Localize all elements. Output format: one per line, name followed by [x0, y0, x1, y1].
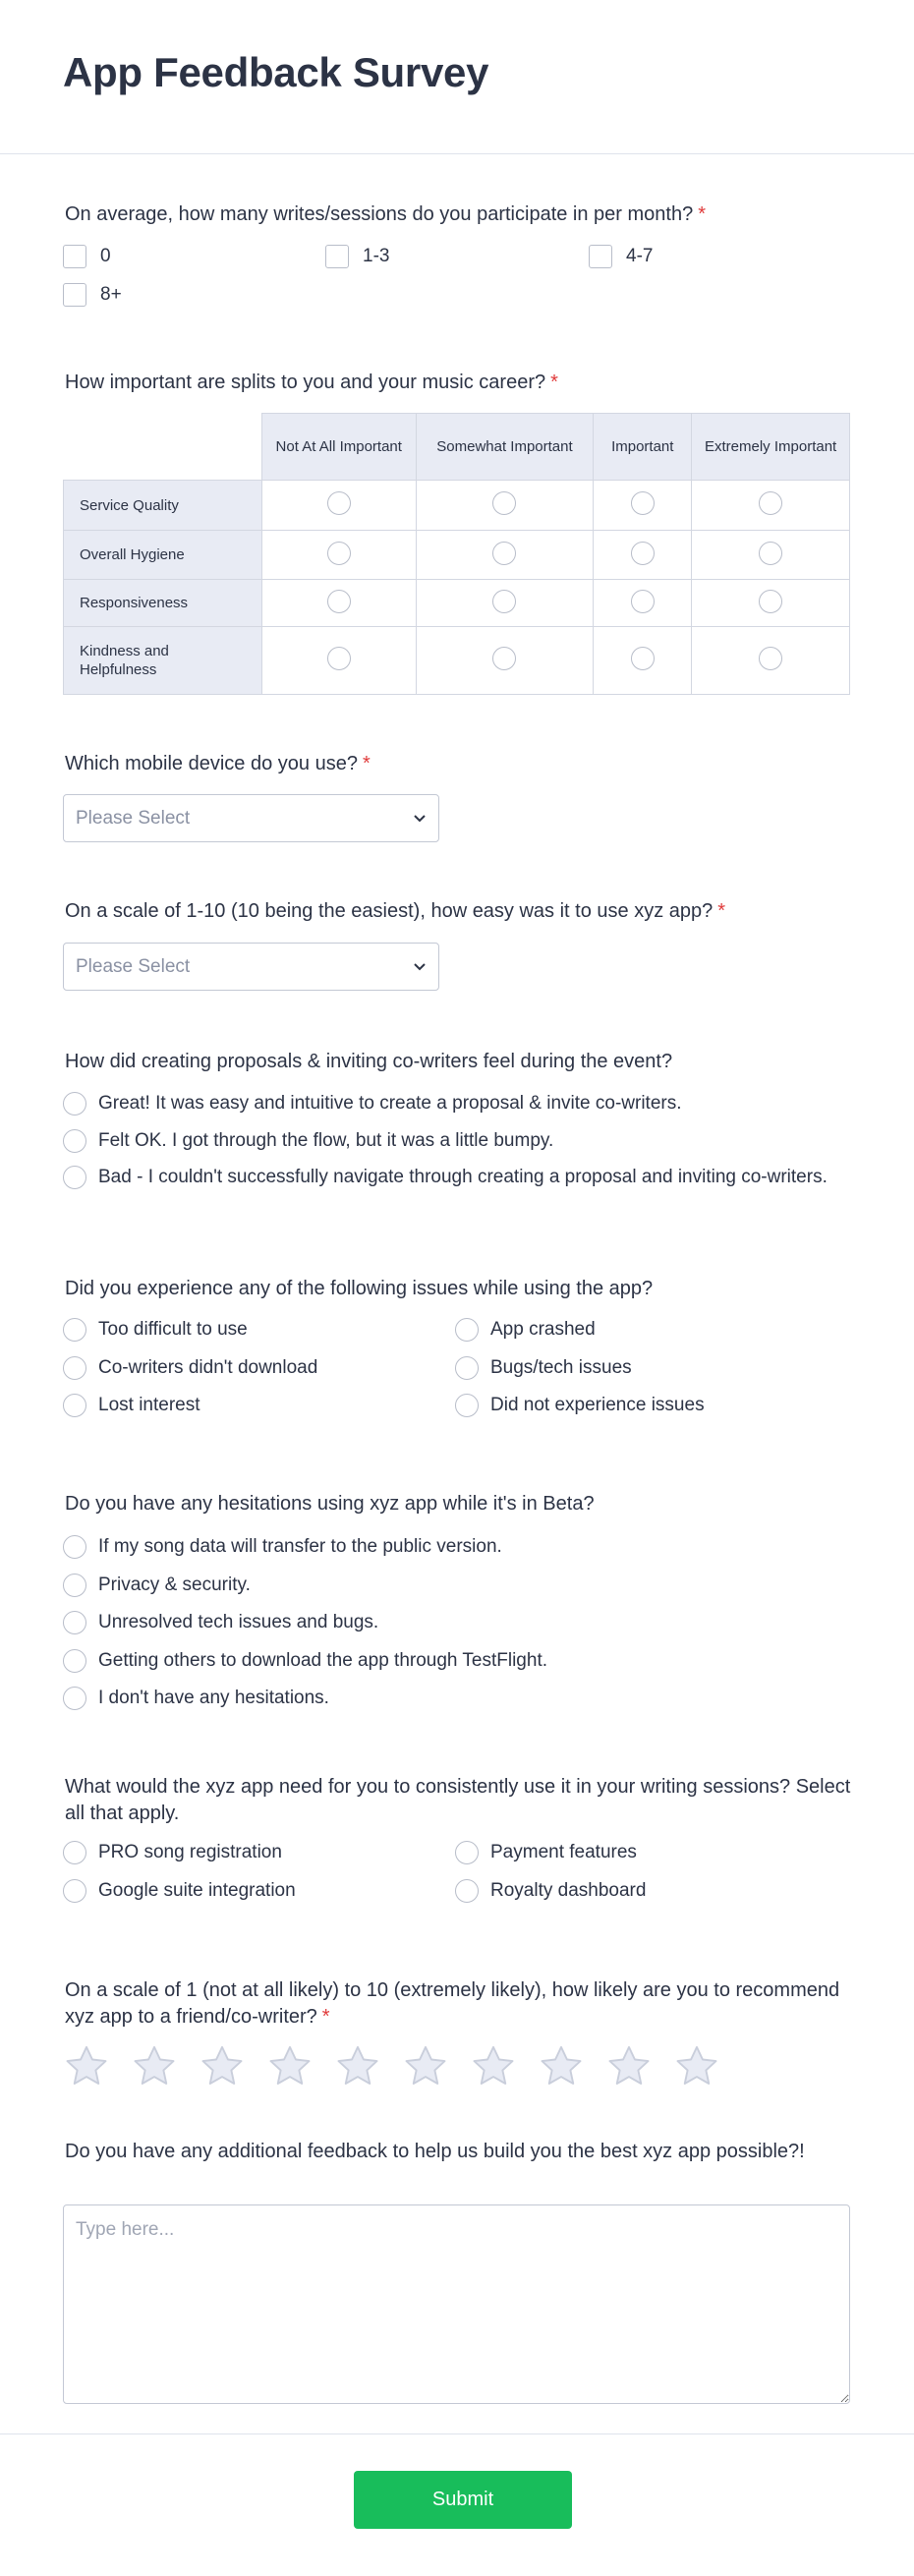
checkbox[interactable]	[63, 245, 86, 268]
option-label: 0	[100, 246, 111, 266]
q6-option[interactable]	[63, 1318, 248, 1342]
q6-label: Did you experience any of the following issues while using the app?	[65, 1278, 654, 1299]
radio[interactable]	[455, 1394, 479, 1417]
page-title: App Feedback Survey	[63, 49, 489, 95]
option-label: Did not experience issues	[490, 1395, 705, 1415]
submit-button[interactable]: Submit	[354, 2471, 572, 2529]
q1-option-8-plus[interactable]	[63, 283, 122, 307]
star-icon[interactable]	[470, 2044, 517, 2088]
matrix-table	[63, 413, 850, 695]
star-icon[interactable]	[538, 2044, 585, 2088]
radio[interactable]	[63, 1841, 86, 1864]
radio[interactable]	[63, 1166, 86, 1189]
q1-option-0[interactable]	[63, 245, 111, 268]
ease-select[interactable]	[63, 943, 439, 991]
q1-option-1-3[interactable]	[325, 245, 389, 268]
radio[interactable]	[63, 1535, 86, 1559]
matrix-row	[64, 580, 850, 627]
required-mark: *	[321, 2006, 330, 2028]
matrix-column-header: Important	[594, 414, 692, 481]
star-icon[interactable]	[199, 2044, 246, 2088]
radio[interactable]	[327, 491, 351, 515]
star-icon[interactable]	[131, 2044, 178, 2088]
matrix-row-label: Kindness and Helpfulness	[64, 627, 262, 695]
q5-option[interactable]	[63, 1129, 553, 1153]
matrix-row-label: Overall Hygiene	[64, 531, 262, 580]
option-label: Privacy & security.	[98, 1574, 251, 1595]
checkbox[interactable]	[63, 283, 86, 307]
radio[interactable]	[455, 1879, 479, 1903]
radio[interactable]	[63, 1129, 86, 1153]
q8-option[interactable]	[63, 1841, 282, 1864]
option-label: Google suite integration	[98, 1880, 296, 1901]
q9-label	[65, 1977, 851, 2031]
q6-option[interactable]	[455, 1394, 705, 1417]
radio[interactable]	[759, 647, 782, 670]
matrix-column-header: Not At All Important	[261, 414, 416, 481]
select-placeholder: Please Select	[76, 955, 191, 977]
matrix-row	[64, 627, 850, 695]
radio[interactable]	[631, 542, 655, 565]
radio[interactable]	[327, 590, 351, 613]
q4-text: On a scale of 1-10 (10 being the easiest), how easy was it to use xyz app?	[65, 900, 714, 922]
star-icon[interactable]	[673, 2044, 720, 2088]
radio[interactable]	[492, 542, 516, 565]
feedback-textarea[interactable]	[63, 2204, 850, 2404]
required-mark: *	[362, 753, 371, 774]
q7-option[interactable]	[63, 1649, 547, 1673]
option-label: Payment features	[490, 1842, 637, 1862]
radio[interactable]	[327, 542, 351, 565]
checkbox[interactable]	[325, 245, 349, 268]
q8-option[interactable]	[455, 1879, 646, 1903]
option-label: Felt OK. I got through the flow, but it was a little bumpy.	[98, 1130, 554, 1151]
radio[interactable]	[455, 1356, 479, 1380]
star-icon[interactable]	[402, 2044, 449, 2088]
star-icon[interactable]	[266, 2044, 314, 2088]
radio[interactable]	[63, 1394, 86, 1417]
q7-option[interactable]	[63, 1574, 251, 1597]
option-label: 4-7	[626, 246, 654, 266]
radio[interactable]	[492, 590, 516, 613]
q9-text: On a scale of 1 (not at all likely) to 10 (extremely likely), how likely are you to recommend xyz app to a friend/co-writer?	[65, 1979, 840, 2028]
footer-divider	[0, 2433, 914, 2434]
q1-option-4-7[interactable]	[589, 245, 653, 268]
radio[interactable]	[63, 1611, 86, 1634]
chevron-down-icon	[413, 962, 427, 971]
radio[interactable]	[759, 491, 782, 515]
option-label: Lost interest	[98, 1395, 200, 1415]
option-label: Unresolved tech issues and bugs.	[98, 1612, 379, 1632]
star-rating	[63, 2044, 720, 2088]
option-label: Bad - I couldn't successfully navigate through creating a proposal and inviting co-writers.	[98, 1167, 828, 1187]
q2-label	[65, 370, 851, 396]
matrix-row-label: Service Quality	[64, 481, 262, 531]
star-icon[interactable]	[63, 2044, 110, 2088]
q2-text: How important are splits to you and your music career?	[65, 372, 546, 393]
option-label: Too difficult to use	[98, 1319, 248, 1340]
radio[interactable]	[63, 1687, 86, 1710]
option-label: Bugs/tech issues	[490, 1357, 632, 1378]
option-label: App crashed	[490, 1319, 596, 1340]
matrix-corner	[64, 414, 262, 481]
q5-option[interactable]	[63, 1092, 682, 1116]
matrix-row	[64, 531, 850, 580]
option-label: I don't have any hesitations.	[98, 1688, 329, 1708]
q7-option[interactable]	[63, 1535, 502, 1559]
radio[interactable]	[759, 542, 782, 565]
radio[interactable]	[455, 1841, 479, 1864]
radio[interactable]	[631, 590, 655, 613]
checkbox[interactable]	[589, 245, 612, 268]
radio[interactable]	[327, 647, 351, 670]
radio[interactable]	[63, 1649, 86, 1673]
radio[interactable]	[492, 647, 516, 670]
option-label: Co-writers didn't download	[98, 1357, 318, 1378]
q4-label	[65, 898, 851, 925]
radio[interactable]	[63, 1092, 86, 1116]
q5-label: How did creating proposals & inviting co-writers feel during the event?	[65, 1051, 673, 1072]
q10-label: Do you have any additional feedback to help us build you the best xyz app possible?!	[65, 2141, 805, 2162]
option-label: PRO song registration	[98, 1842, 282, 1862]
radio[interactable]	[455, 1318, 479, 1342]
q7-label: Do you have any hesitations using xyz app while it's in Beta?	[65, 1493, 595, 1515]
q6-option[interactable]	[63, 1356, 317, 1380]
q6-option[interactable]	[455, 1318, 596, 1342]
q8-option[interactable]	[63, 1879, 296, 1903]
radio[interactable]	[631, 647, 655, 670]
device-select[interactable]	[63, 794, 439, 842]
required-mark: *	[550, 372, 558, 393]
matrix-row-label: Responsiveness	[64, 580, 262, 627]
q3-label	[65, 751, 851, 777]
option-label: 1-3	[363, 246, 390, 266]
radio[interactable]	[63, 1356, 86, 1380]
q3-text: Which mobile device do you use?	[65, 753, 358, 774]
radio[interactable]	[63, 1574, 86, 1597]
option-label: Getting others to download the app through TestFlight.	[98, 1650, 548, 1671]
required-mark: *	[717, 900, 726, 922]
option-label: Great! It was easy and intuitive to create a proposal & invite co-writers.	[98, 1093, 682, 1114]
q8-option[interactable]	[455, 1841, 637, 1864]
q8-label: What would the xyz app need for you to consistently use it in your writing sessions? Select all that apply.	[65, 1776, 851, 1824]
matrix-row	[64, 481, 850, 531]
radio[interactable]	[63, 1879, 86, 1903]
star-icon[interactable]	[605, 2044, 653, 2088]
radio[interactable]	[492, 491, 516, 515]
q1-text: On average, how many writes/sessions do you participate in per month?	[65, 203, 694, 225]
radio[interactable]	[63, 1318, 86, 1342]
radio[interactable]	[631, 491, 655, 515]
q6-option[interactable]	[455, 1356, 632, 1380]
q7-option[interactable]	[63, 1611, 378, 1634]
q6-option[interactable]	[63, 1394, 200, 1417]
required-mark: *	[698, 203, 707, 225]
q7-option[interactable]	[63, 1687, 329, 1710]
matrix-column-header: Extremely Important	[692, 414, 850, 481]
q1-label	[65, 201, 851, 228]
option-label: Royalty dashboard	[490, 1880, 647, 1901]
star-icon[interactable]	[334, 2044, 381, 2088]
header-divider	[0, 153, 914, 154]
option-label: If my song data will transfer to the public version.	[98, 1536, 502, 1557]
chevron-down-icon	[413, 814, 427, 823]
option-label: 8+	[100, 284, 122, 305]
radio[interactable]	[759, 590, 782, 613]
matrix-column-header: Somewhat Important	[416, 414, 594, 481]
q5-option[interactable]	[63, 1166, 839, 1189]
select-placeholder: Please Select	[76, 807, 191, 829]
